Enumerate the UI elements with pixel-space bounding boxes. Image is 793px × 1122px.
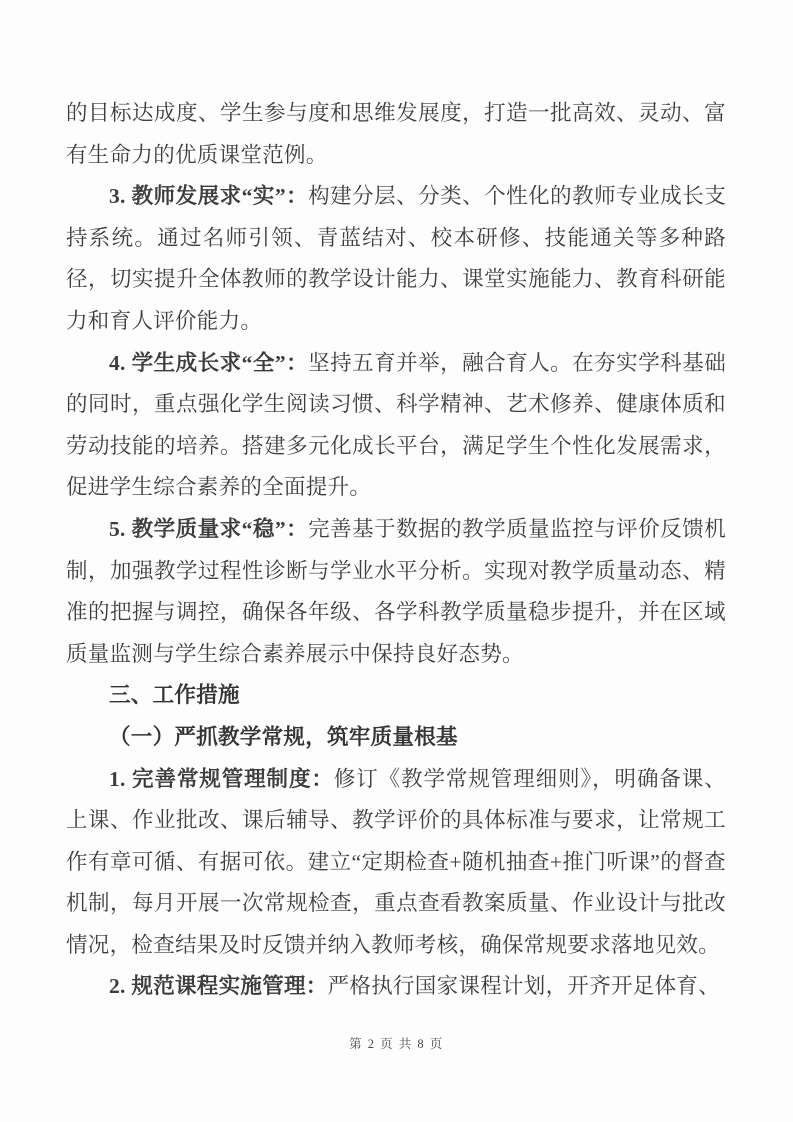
measure-2-body: 严格执行国家课程计划，开齐开足体育、 (327, 974, 721, 999)
measure-1-label: 1. 完善常规管理制度： (109, 766, 334, 791)
paragraph-continuation: 的目标达成度、学生参与度和思维发展度，打造一批高效、灵动、富有生命力的优质课堂范例。 (66, 101, 726, 167)
document-body (66, 93, 726, 1008)
subsection-heading: （一）严抓教学常规，筑牢质量根基 (109, 724, 458, 749)
measure-2-label: 2. 规范课程实施管理： (109, 974, 328, 999)
item-5-body: 完善基于数据的教学质量监控与评价反馈机制，加强教学过程性诊断与学业水平分析。实现对教学质量动态、精准的把握与调控，确保各年级、各学科教学质量稳步提升，并在区域质量监测与学生综合素养展示中保持良好态势。 (66, 516, 726, 666)
measure-1-body: 修订《教学常规管理细则》，明确备课、上课、作业批改、课后辅导、教学评价的具体标准与要求，让常规工作有章可循、有据可依。建立“定期检查+随机抽查+推门听课”的督查机制，每月开展一次常规检查，重点查看教案质量、作业设计与批改情况，检查结果及时反馈并纳入教师考核，确保常规要求落地见效。 (66, 766, 727, 957)
paragraph-item-3 (66, 176, 726, 342)
paragraph-measure-1 (66, 759, 726, 967)
page-number-footer: 第 2 页 共 8 页 (349, 1037, 444, 1051)
paragraph-item-4 (66, 343, 726, 509)
item-5-label: 5. 教学质量求“稳”： (109, 516, 309, 541)
paragraph-measure-2 (66, 966, 726, 1008)
item-3-label: 3. 教师发展求“实”： (109, 184, 309, 209)
item-4-body: 坚持五育并举，融合育人。在夯实学科基础的同时，重点强化学生阅读习惯、科学精神、艺术修养、健康体质和劳动技能的培养。搭建多元化成长平台，满足学生个性化发展需求，促进学生综合素养的全面提升。 (66, 350, 726, 500)
item-4-label: 4. 学生成长求“全”： (109, 350, 309, 375)
section-heading: 三、工作措施 (109, 683, 240, 708)
item-3-body: 构建分层、分类、个性化的教师专业成长支持系统。通过名师引领、青蓝结对、校本研修、技能通关等多种路径，切实提升全体教师的教学设计能力、课堂实施能力、教育科研能力和育人评价能力。 (66, 184, 726, 333)
paragraph-item-5 (66, 509, 726, 675)
